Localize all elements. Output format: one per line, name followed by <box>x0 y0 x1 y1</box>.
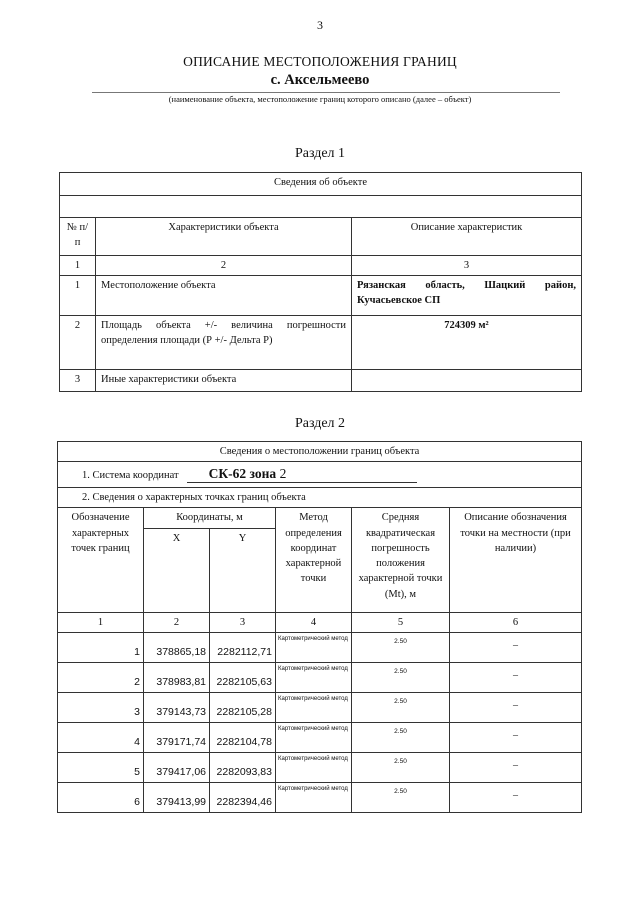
point-method: Картометрический метод <box>276 782 352 812</box>
point-accuracy: 2.50 <box>352 782 450 812</box>
index-cell: 2 <box>96 256 352 276</box>
point-y: 2282112,71 <box>210 632 276 662</box>
point-x: 378865,18 <box>144 632 210 662</box>
point-description: – <box>450 722 582 752</box>
table-row <box>60 370 582 392</box>
point-accuracy: 2.50 <box>352 692 450 722</box>
point-accuracy: 2.50 <box>352 722 450 752</box>
header-y: Y <box>210 528 276 612</box>
row-num: 3 <box>60 370 96 392</box>
point-x: 378983,81 <box>144 662 210 692</box>
page-number: 3 <box>317 18 323 32</box>
point-method: Картометрический метод <box>276 662 352 692</box>
point-description: – <box>450 692 582 722</box>
point-number: 3 <box>58 692 144 722</box>
col-header-characteristic: Характеристики объекта <box>96 218 352 256</box>
table-row <box>58 692 582 722</box>
table-row <box>58 752 582 782</box>
row-description <box>352 370 582 392</box>
index-cell: 5 <box>352 612 450 632</box>
point-method: Картометрический метод <box>276 692 352 722</box>
header-method: Метод определения координат характерной точки <box>276 508 352 612</box>
row-num: 1 <box>60 276 96 316</box>
point-method: Картометрический метод <box>276 722 352 752</box>
point-x: 379143,73 <box>144 692 210 722</box>
point-description: – <box>450 662 582 692</box>
point-y: 2282394,46 <box>210 782 276 812</box>
point-y: 2282093,83 <box>210 752 276 782</box>
point-accuracy: 2.50 <box>352 632 450 662</box>
index-cell: 6 <box>450 612 582 632</box>
point-y: 2282105,63 <box>210 662 276 692</box>
point-description: – <box>450 782 582 812</box>
title-underline <box>92 92 560 93</box>
points-label: 2. Сведения о характерных точках границ объекта <box>58 488 582 508</box>
coord-system-value-bold: СК-62 зона <box>208 466 277 482</box>
coord-system-value <box>187 466 417 483</box>
index-cell: 4 <box>276 612 352 632</box>
point-accuracy: 2.50 <box>352 752 450 782</box>
title-note: (наименование объекта, местоположение границ которого описано (далее – объект) <box>168 94 472 104</box>
col-header-description: Описание характеристик <box>352 218 582 256</box>
boundary-points-table <box>57 441 582 813</box>
header-description: Описание обозначения точки на местности (при наличии) <box>450 508 582 612</box>
coord-system-row <box>58 462 582 488</box>
index-cell: 2 <box>144 612 210 632</box>
point-description: – <box>450 752 582 782</box>
row-description: Рязанская область, Шацкий район, Кучасьевское СП <box>352 276 582 316</box>
table-row <box>60 276 582 316</box>
empty-row <box>60 196 582 218</box>
header-accuracy: Средняя квадратическая погрешность положения характерной точки (Mt), м <box>352 508 450 612</box>
document-title: ОПИСАНИЕ МЕСТОПОЛОЖЕНИЯ ГРАНИЦ <box>183 54 457 69</box>
table-row <box>58 662 582 692</box>
index-cell: 3 <box>210 612 276 632</box>
section2-heading: Раздел 2 <box>294 416 346 431</box>
point-method: Картометрический метод <box>276 752 352 782</box>
point-number: 6 <box>58 782 144 812</box>
point-number: 2 <box>58 662 144 692</box>
object-info-table <box>59 172 582 392</box>
table-row <box>58 632 582 662</box>
header-x: X <box>144 528 210 612</box>
row-characteristic: Площадь объекта +/- величина погрешности определения площади (Р +/- Дельта Р) <box>96 316 352 370</box>
index-cell: 1 <box>58 612 144 632</box>
table-title: Сведения о местоположении границ объекта <box>58 442 582 462</box>
document-subtitle: с. Аксельмеево <box>270 72 370 88</box>
table-row <box>58 782 582 812</box>
section1-heading: Раздел 1 <box>294 146 346 161</box>
point-x: 379413,99 <box>144 782 210 812</box>
table-row <box>58 722 582 752</box>
index-cell: 3 <box>352 256 582 276</box>
row-num: 2 <box>60 316 96 370</box>
point-x: 379171,74 <box>144 722 210 752</box>
point-method: Картометрический метод <box>276 632 352 662</box>
col-header-num: № п/п <box>60 218 96 256</box>
point-accuracy: 2.50 <box>352 662 450 692</box>
header-coordinates: Координаты, м <box>144 508 276 528</box>
row-characteristic: Местоположение объекта <box>96 276 352 316</box>
point-y: 2282104,78 <box>210 722 276 752</box>
coord-system-label: 1. Система координат <box>82 470 179 482</box>
header-designation: Обозначение характерных точек границ <box>58 508 144 612</box>
point-number: 1 <box>58 632 144 662</box>
index-cell: 1 <box>60 256 96 276</box>
point-y: 2282105,28 <box>210 692 276 722</box>
table-row <box>60 316 582 370</box>
point-number: 5 <box>58 752 144 782</box>
row-description: 724309 м² <box>352 316 582 370</box>
table-title: Сведения об объекте <box>60 173 582 196</box>
point-description: – <box>450 632 582 662</box>
point-number: 4 <box>58 722 144 752</box>
point-x: 379417,06 <box>144 752 210 782</box>
row-characteristic: Иные характеристики объекта <box>96 370 352 392</box>
coord-system-zone: 2 <box>279 466 287 482</box>
